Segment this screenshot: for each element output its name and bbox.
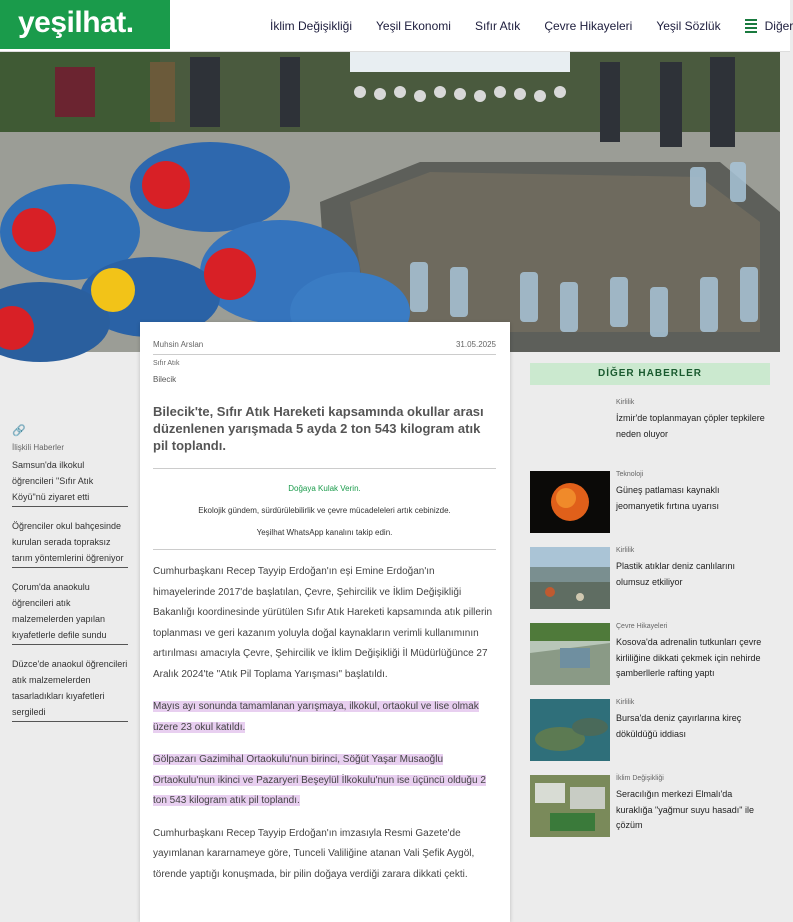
article-meta — [153, 340, 496, 355]
nav-sifir-atik[interactable]: Sıfır Atık — [474, 19, 521, 33]
other-news-title: DİĞER HABERLER — [530, 363, 770, 385]
news-item[interactable] — [530, 471, 770, 533]
article-location: Bilecik — [153, 375, 177, 384]
nav-more-button[interactable] — [745, 19, 793, 33]
article-paragraph — [153, 750, 496, 812]
nav-iklim-degisikligi[interactable]: İklim Değişikliği — [270, 19, 353, 33]
news-title[interactable]: İzmir'de toplanmayan çöpler tepkilere neden oluyor — [616, 413, 765, 439]
article-date: 31.05.2025 — [455, 340, 496, 349]
main-nav — [270, 0, 793, 52]
news-category[interactable]: Çevre Hikayeleri — [616, 623, 668, 630]
article-lead: Bilecik'te, Sıfır Atık Hareketi kapsamında okullar arası düzenlenen yarışmada 5 ayda 2 ton 543 kilogram atık pil toplandı. — [153, 403, 496, 469]
news-category[interactable]: Teknoloji — [616, 471, 644, 478]
related-item[interactable]: Çorum'da anaokulu öğrencileri atık malzemelerden yapılan kıyafetlerle defile sundu — [12, 576, 128, 645]
article-author[interactable]: Muhsin Arslan — [153, 340, 204, 349]
promo-cta[interactable]: Yeşilhat WhatsApp kanalını takip edin. — [256, 528, 393, 537]
news-title[interactable]: Seracılığın merkezi Elmalı'da kuraklığa "yağmur suyu hasadı" ile çözüm — [616, 789, 754, 830]
nav-cevre-hikayeleri[interactable]: Çevre Hikayeleri — [544, 19, 633, 33]
news-category[interactable]: Kirlilik — [616, 699, 635, 706]
link-icon: 🔗 — [12, 425, 26, 437]
beach-photo-icon[interactable] — [530, 547, 610, 609]
related-item[interactable]: Düzce'de anaokul öğrencileri atık malzemelerden tasarladıkları kıyafetleri sergiledi — [12, 653, 128, 722]
news-category[interactable]: Kirlilik — [616, 399, 635, 406]
article-paragraph — [153, 562, 496, 685]
other-news-column — [530, 363, 770, 830]
nav-yesil-ekonomi[interactable]: Yeşil Ekonomi — [376, 19, 451, 33]
highlighted-text: Mayıs ayı sonunda tamamlanan yarışmaya, ilkokul, ortaokul ve lise olmak üzere 23 okul katıldı. — [153, 701, 479, 733]
news-item[interactable] — [530, 547, 770, 609]
river-photo-icon[interactable] — [530, 623, 610, 685]
article-paragraph — [153, 824, 496, 886]
related-item[interactable]: Öğrenciler okul bahçesinde kurulan serada topraksız tarım yöntemlerini öğreniyor — [12, 515, 128, 568]
article-category[interactable]: Sıfır Atık — [153, 360, 180, 367]
news-item[interactable] — [530, 699, 770, 761]
sun-photo-icon[interactable] — [530, 471, 610, 533]
news-category[interactable]: Kirlilik — [616, 547, 635, 554]
news-title[interactable]: Güneş patlaması kaynaklı jeomanyetik fırtına uyarısı — [616, 485, 720, 511]
greenhouse-photo-icon[interactable] — [530, 775, 610, 837]
news-title[interactable]: Kosova'da adrenalin tutkunları çevre kirliliğine dikkati çekmek için nehirde şamberllerle rafting yaptı — [616, 637, 762, 678]
article-paragraph — [153, 697, 496, 738]
news-title[interactable]: Plastik atıklar deniz canlılarını olumsuz etkiliyor — [616, 561, 736, 587]
nav-yesil-sozluk[interactable]: Yeşil Sözlük — [656, 19, 721, 33]
menu-icon — [745, 19, 757, 33]
hero-image — [0, 52, 780, 352]
promo-text: Ekolojik gündem, sürdürülebilirlik ve çevre mücadeleleri artık cebinizde. — [198, 506, 451, 515]
promo-headline: Doğaya Kulak Verin. — [288, 484, 361, 493]
related-item[interactable]: Samsun'da ilkokul öğrencileri "Sıfır Atık Köyü"nü ziyaret etti — [12, 454, 128, 507]
article-card — [140, 322, 510, 922]
site-logo[interactable]: yeşilhat. — [0, 0, 170, 49]
related-news — [12, 424, 128, 722]
news-item[interactable] — [530, 623, 770, 685]
news-category[interactable]: İklim Değişikliği — [616, 775, 664, 782]
seagrass-photo-icon[interactable] — [530, 699, 610, 761]
related-title: İlişkili Haberler — [12, 443, 65, 452]
site-header — [0, 0, 793, 52]
highlighted-text: Gölpazarı Gazimihal Ortaokulu'nun birinci, Söğüt Yaşar Musaoğlu Ortaokulu'nun ikinci ve Pazaryeri Beşeylül İlkokulu'nun ise üçüncü olduğu 2 ton 543 kilogram atık pil toplandı. — [153, 754, 486, 806]
news-item[interactable] — [530, 399, 770, 449]
news-item[interactable] — [530, 775, 770, 837]
paragraph-text: Cumhurbaşkanı Recep Tayyip Erdoğan'ın eşi Emine Erdoğan'ın himayelerinde 2017'de başlatılan, Çevre, Şehircilik ve İklim Değişikliği Bakanlığı koordinesinde yürütülen Sıfır Atık Hareketi kapsamında atık pillerin toplanması ve geri kazanım yoluyla doğal kaynakların verimli kullanımının artırılması amacıyla Çevre, Şehircilik ve İklim Değişikliği İl Müdürlüğünce 27 Aralık 2024'te "Atık Pil Toplama Yarışması" başlatıldı. — [153, 566, 493, 680]
paragraph-text: Cumhurbaşkanı Recep Tayyip Erdoğan'ın imzasıyla Resmi Gazete'de yayımlanan kararnameye göre, Tunceli Valiliğine atanan Vali Şefik Aygöl, törende yaptığı konuşmada, bir pilin doğaya verdiği zarara dikkati çekti. — [153, 827, 475, 880]
news-title[interactable]: Bursa'da deniz çayırlarına kireç döküldüğü iddiası — [616, 713, 742, 739]
nav-more-label: Diğer — [764, 19, 793, 33]
whatsapp-promo[interactable] — [153, 469, 496, 550]
